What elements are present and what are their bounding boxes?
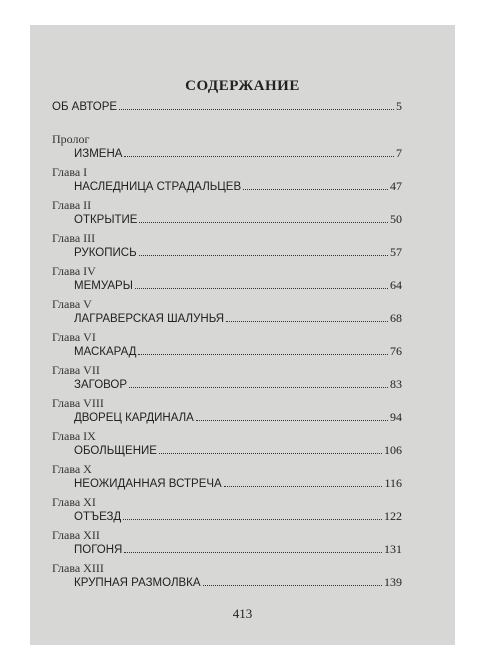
toc-entry-label: Глава V <box>52 297 92 311</box>
toc-entry-page: 68 <box>390 311 402 325</box>
toc-entry-label: Глава I <box>52 165 88 179</box>
dot-leader <box>123 510 382 520</box>
toc-entry-page: 139 <box>384 575 402 589</box>
toc-entry <box>52 462 402 495</box>
toc-entry-page: 76 <box>390 344 402 358</box>
toc-entry <box>52 363 402 396</box>
toc-entry <box>52 264 402 297</box>
dot-leader <box>243 180 388 190</box>
toc-entry-page: 5 <box>396 99 402 113</box>
toc-entry-label: Глава VI <box>52 330 96 344</box>
book-page <box>30 25 455 645</box>
toc-entry-title: ИЗМЕНА <box>74 148 123 160</box>
toc-entry-page: 64 <box>390 278 402 292</box>
toc-line <box>74 443 402 458</box>
toc-entry-label: Глава XI <box>52 495 96 509</box>
toc-entry-page: 116 <box>384 476 402 490</box>
toc-line <box>74 575 402 590</box>
toc-entry <box>52 330 402 363</box>
toc-entry-title: ПОГОНЯ <box>74 544 123 556</box>
toc-entry-label: Глава X <box>52 462 92 476</box>
toc-entry-label: Глава IX <box>52 429 96 443</box>
toc-entry-label: Глава II <box>52 198 92 212</box>
toc-entry-title: РУКОПИСЬ <box>74 247 137 259</box>
dot-leader <box>129 378 388 388</box>
toc-entry-label: Пролог <box>52 132 90 146</box>
toc-line <box>74 377 402 392</box>
dot-leader <box>196 411 388 421</box>
dot-leader <box>138 345 388 355</box>
toc-entry-title: МАСКАРАД <box>74 346 137 358</box>
dot-leader <box>124 147 394 157</box>
toc-line <box>74 146 402 161</box>
toc-entry <box>52 561 402 594</box>
dot-leader <box>135 279 388 289</box>
toc-entry-page: 7 <box>396 146 402 160</box>
toc-line <box>74 278 402 293</box>
page-title: СОДЕРЖАНИЕ <box>185 78 300 94</box>
toc-entry-title: ДВОРЕЦ КАРДИНАЛА <box>74 412 194 424</box>
toc-line <box>74 212 402 227</box>
toc-entry <box>52 297 402 330</box>
toc-line <box>74 410 402 425</box>
toc-entry-title: КРУПНАЯ РАЗМОЛВКА <box>74 577 201 589</box>
toc-line <box>74 179 402 194</box>
dot-leader <box>139 246 388 256</box>
toc-entry-label: Глава XII <box>52 528 100 542</box>
dot-leader <box>139 213 388 223</box>
toc-entry-title: ОТКРЫТИЕ <box>74 214 138 226</box>
dot-leader <box>224 477 383 487</box>
toc-entry-label: Глава VIII <box>52 396 104 410</box>
toc-entry-label: Глава IV <box>52 264 96 278</box>
toc-entry-page: 106 <box>384 443 402 457</box>
dot-leader <box>119 100 394 110</box>
toc-entry-page: 50 <box>390 212 402 226</box>
toc-line <box>74 542 402 557</box>
toc-entry-label: Глава VII <box>52 363 100 377</box>
toc-line <box>74 509 402 524</box>
toc-line <box>74 311 402 326</box>
page-number: 413 <box>232 606 253 621</box>
toc-entry-title: ЛАГРАВЕРСКАЯ ШАЛУНЬЯ <box>74 313 225 325</box>
toc-entry-page: 57 <box>390 245 402 259</box>
toc-entry-title: ОБ АВТОРЕ <box>52 101 118 113</box>
toc-entry-title: МЕМУАРЫ <box>74 280 133 292</box>
toc-entry <box>52 429 402 462</box>
toc-entry-label: Глава XIII <box>52 561 104 575</box>
toc-line <box>74 245 402 260</box>
dot-leader <box>124 543 382 553</box>
toc-entry-about-author <box>52 99 402 132</box>
toc-line <box>74 476 402 491</box>
toc-entry <box>52 495 402 528</box>
toc-line <box>52 99 402 114</box>
toc-entry-page: 94 <box>390 410 402 424</box>
toc-entry-title: ЗАГОВОР <box>74 379 128 391</box>
toc-entry-label: Глава III <box>52 231 96 245</box>
toc-entry-title: НАСЛЕДНИЦА СТРАДАЛЬЦЕВ <box>74 181 242 193</box>
table-of-contents <box>52 99 402 594</box>
toc-entry <box>52 198 402 231</box>
toc-entry-page: 131 <box>384 542 402 556</box>
toc-entry-title: ОТЪЕЗД <box>74 511 122 523</box>
toc-entry <box>52 231 402 264</box>
toc-entry <box>52 165 402 198</box>
toc-entry <box>52 132 402 165</box>
toc-entry <box>52 396 402 429</box>
toc-entry <box>52 528 402 561</box>
toc-entry-page: 83 <box>390 377 402 391</box>
toc-line <box>74 344 402 359</box>
toc-entry-page: 47 <box>390 179 402 193</box>
dot-leader <box>226 312 388 322</box>
toc-entry-title: ОБОЛЬЩЕНИЕ <box>74 445 157 457</box>
toc-entry-title: НЕОЖИДАННАЯ ВСТРЕЧА <box>74 478 222 490</box>
dot-leader <box>203 576 382 586</box>
toc-entry-page: 122 <box>384 509 402 523</box>
dot-leader <box>159 444 382 454</box>
